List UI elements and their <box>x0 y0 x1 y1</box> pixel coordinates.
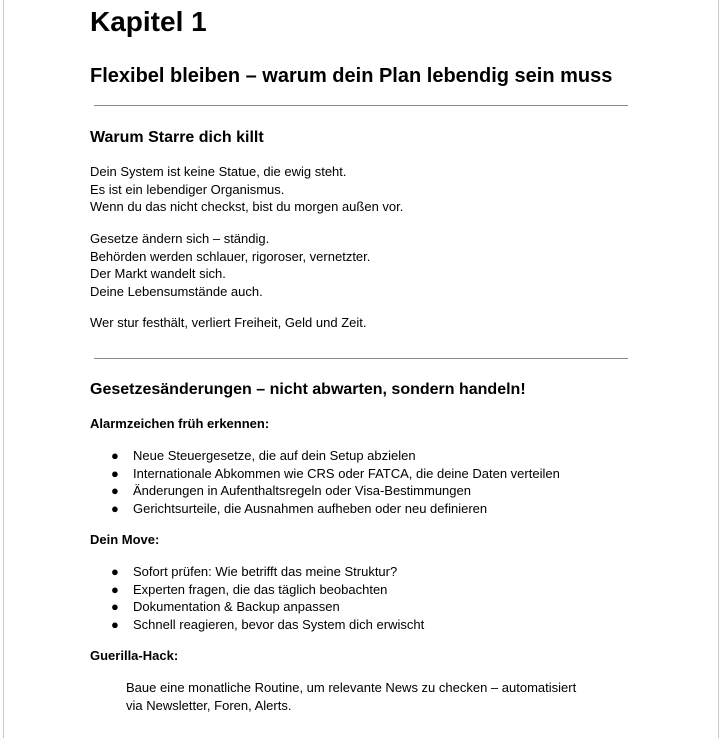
bullet-icon: ● <box>111 448 119 463</box>
list-item: ● Sofort prüfen: Wie betrifft das meine Struktur? <box>111 564 398 579</box>
paragraph <box>90 230 370 300</box>
divider <box>94 358 628 359</box>
text-line: Gesetze ändern sich – ständig. <box>90 231 270 246</box>
bullet-list <box>90 447 560 517</box>
text-line: Deine Lebensumstände auch. <box>90 283 263 299</box>
text-line: Es ist ein lebendiger Organismus. <box>90 181 285 197</box>
text-line: Wenn du das nicht checkst, bist du morgen außen vor. <box>90 199 404 214</box>
bullet-icon: ● <box>111 564 119 579</box>
text-line: Dein System ist keine Statue, die ewig steht. <box>90 164 347 179</box>
chapter-title: Kapitel 1 <box>90 6 207 37</box>
chapter-subtitle: Flexibel bleiben – warum dein Plan lebendig sein muss <box>90 65 613 87</box>
paragraph <box>90 163 403 216</box>
section-heading: Warum Starre dich killt <box>90 129 264 146</box>
list-item: ● Neue Steuergesetze, die auf dein Setup abzielen <box>111 448 416 463</box>
bullet-icon: ● <box>111 483 119 498</box>
text-line: Baue eine monatliche Routine, um relevante News zu checken – automatisiert <box>126 680 577 695</box>
list-item: ● Internationale Abkommen wie CRS oder FATCA, die deine Daten verteilen <box>111 465 560 481</box>
bullet-icon: ● <box>111 581 119 597</box>
text-line: via Newsletter, Foren, Alerts. <box>126 697 292 713</box>
text-line: Behörden werden schlauer, rigoroser, vernetzter. <box>90 248 371 264</box>
list-item: ● Änderungen in Aufenthaltsregeln oder Visa-Bestimmungen <box>111 483 471 498</box>
section-heading: Gesetzesänderungen – nicht abwarten, sondern handeln! <box>90 381 526 398</box>
list-label: Guerilla-Hack: <box>90 648 179 663</box>
bullet-icon: ● <box>111 616 119 632</box>
text-line: Der Markt wandelt sich. <box>90 266 226 281</box>
bullet-list <box>90 563 424 633</box>
blockquote <box>126 679 576 714</box>
list-item: ● Dokumentation & Backup anpassen <box>111 599 340 614</box>
divider <box>94 105 628 106</box>
bullet-icon: ● <box>111 599 119 614</box>
list-item: ● Gerichtsurteile, die Ausnahmen aufheben oder neu definieren <box>111 500 488 516</box>
paragraph: Wer stur festhält, verliert Freiheit, Geld und Zeit. <box>90 315 367 330</box>
list-item: ● Experten fragen, die das täglich beobachten <box>111 581 388 597</box>
list-label: Alarmzeichen früh erkennen: <box>90 416 270 431</box>
bullet-icon: ● <box>111 465 119 481</box>
bullet-icon: ● <box>111 500 119 516</box>
list-label: Dein Move: <box>90 532 160 547</box>
list-item: ● Schnell reagieren, bevor das System dich erwischt <box>111 616 425 632</box>
